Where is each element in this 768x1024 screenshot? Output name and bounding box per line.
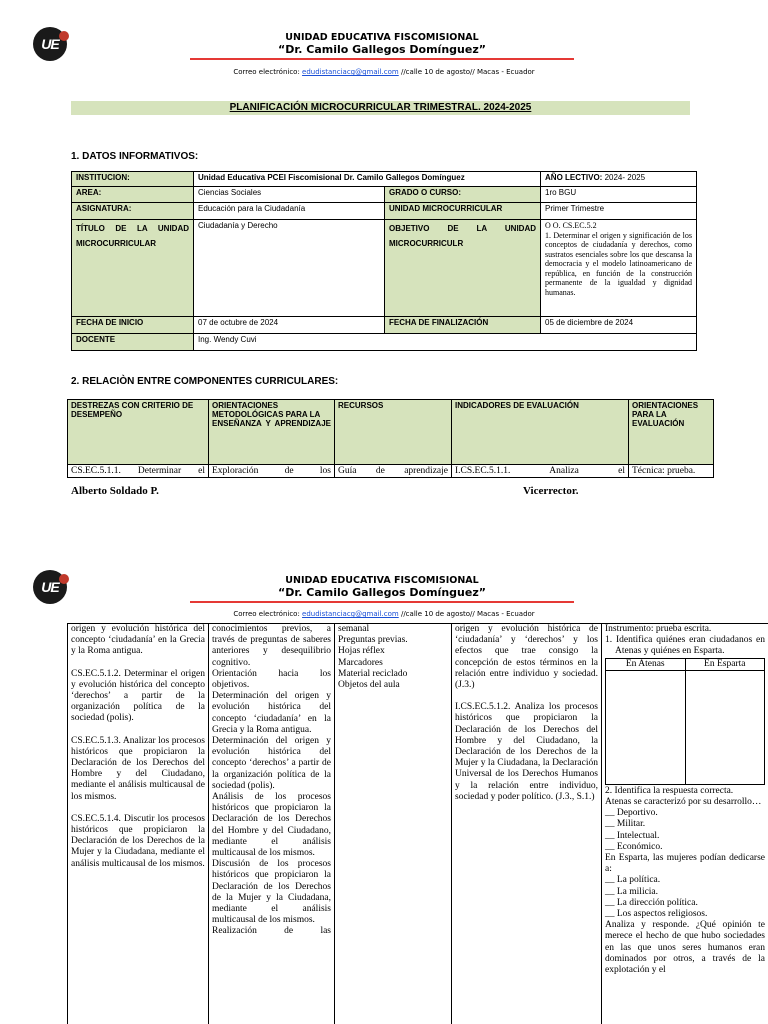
titulo-value: Ciudadanía y Derecho	[194, 220, 385, 317]
asignatura-label: ASIGNATURA:	[72, 203, 194, 220]
email-link-2[interactable]: edudistanciacg@gmail.com	[302, 610, 399, 618]
asignatura-value: Educación para la Ciudadanía	[194, 203, 385, 220]
cell-evaluacion: Técnica: prueba.	[629, 465, 714, 478]
titulo-label: TÍTULO DE LA UNIDAD MICROCURRICULAR	[72, 220, 194, 317]
school-header	[190, 32, 574, 60]
components-table	[67, 399, 714, 478]
cont-col-destrezas: origen y evolución histórica del concepto ‘ciudadanía’ en la Grecia y la Roma antigua. CS.EC.5.1.2. Determinar el origen y evolución histórica del concepto ‘derechos’ a partir de la organización política de la sociedad (polis). CS.EC.5.1.3. Analizar los procesos históricos que propiciaron la Declaración de los Derechos del Hombre y del Ciudadano, mediante el análisis multicausal de los mismos. CS.EC.5.1.4. Discutir los procesos históricos que propiciaron la Declaración de los Derechos de la Mujer y la Ciudadana, mediante el análisis multicausal de los mismos.	[68, 624, 209, 1024]
col-orientaciones-header: ORIENTACIONES METODOLÓGICAS PARA LA ENSEÑANZA Y APRENDIZAJE	[209, 400, 335, 465]
signature-left: Alberto Soldado P.	[71, 485, 159, 497]
plan-title: PLANIFICACIÓN MICROCURRICULAR TRIMESTRAL. 2024-2025	[71, 101, 690, 115]
contact-line-2: Correo electrónico: edudistanciacg@gmail.com //calle 10 de agosto// Macas - Ecuador	[233, 610, 535, 618]
contact-line: Correo electrónico: edudistanciacg@gmail.com //calle 10 de agosto// Macas - Ecuador	[233, 68, 535, 76]
ano-lectivo: AÑO LECTIVO: 2024- 2025	[541, 172, 697, 187]
col-evaluacion-header: ORIENTACIONES PARA LA EVALUACIÓN	[629, 400, 714, 465]
grado-value: 1ro BGU	[541, 187, 697, 203]
cont-col-evaluacion: Instrumento: prueba escrita. 1. Identifica quiénes eran ciudadanos en Atenas y quiénes en Esparta. En Atenas En Esparta 2. Identifica la respuesta correcta. Atenas se caracterizó por su desarrollo… __ Deportivo. __ Militar. __ Intelectual. __ Económico. En Esparta, las mujeres podían dedicarse a: __ La política. __ La milicia. __ La dirección política. __ Los aspectos religiosos. Analiza y responde. ¿Qué opinión te merece el hecho de que hubo sociedades en las que unos seres humanos eran dominados por otros, a través de la explotación y el	[602, 624, 768, 1024]
logo-text: UE	[41, 36, 59, 52]
school-header-2: UNIDAD EDUCATIVA FISCOMISIONAL “Dr. Camilo Gallegos Domínguez”	[190, 575, 574, 603]
area-value: Ciencias Sociales	[194, 187, 385, 203]
mini-header-esparta: En Esparta	[685, 658, 765, 670]
cont-col-recursos: semanal Preguntas previas. Hojas réflex Marcadores Material reciclado Objetos del aula	[335, 624, 452, 1024]
col-indicadores-header: INDICADORES DE EVALUACIÓN	[452, 400, 629, 465]
unidad-value: Primer Trimestre	[541, 203, 697, 220]
school-logo	[33, 27, 67, 61]
col-recursos-header: RECURSOS	[335, 400, 452, 465]
cell-recurso: Guía de aprendizaje	[335, 465, 452, 478]
docente-label: DOCENTE	[72, 334, 194, 351]
email-link[interactable]: edudistanciacg@gmail.com	[302, 68, 399, 76]
mini-cell-atenas	[606, 670, 686, 784]
mini-header-atenas: En Atenas	[606, 658, 686, 670]
docente-value: Ing. Wendy Cuvi	[194, 334, 697, 351]
fin-value: 05 de diciembre de 2024	[541, 317, 697, 334]
institucion-label: INSTITUCION:	[72, 172, 194, 187]
school-name: UNIDAD EDUCATIVA FISCOMISIONAL	[285, 32, 479, 43]
area-label: AREA:	[72, 187, 194, 203]
mini-cell-esparta	[685, 670, 765, 784]
inicio-label: FECHA DE INICIO	[72, 317, 194, 334]
cont-col-orientaciones: conocimientos previos, a través de preguntas de saberes anteriores y desequilibrio cognitivo. Orientación hacia los objetivos. Determinación del origen y evolución histórica del concepto ‘ciudadanía’ en la Grecia y la Roma antigua. Determinación del origen y evolución histórica del concepto ‘derechos’ a partir de la organización política de la sociedad (polis). Análisis de los procesos históricos que propiciaron la Declaración de los Derechos del Hombre y del Ciudadano, mediante el análisis multicausal de los mismos. Discusión de los procesos históricos que propiciaron la Declaración de los Derechos de la Mujer y la Ciudadana, mediante el análisis multicausal de los mismos. Realización de las	[209, 624, 335, 1024]
cell-indicador: I.CS.EC.5.1.1. Analiza el	[452, 465, 629, 478]
school-logo-2: UE	[33, 570, 67, 604]
continuation-table	[67, 623, 768, 1024]
objetivo-value: O O. CS.EC.5.2 1. Determinar el origen y significación de los conceptos de ciudadanía y derechos, como sustratos esenciales sobre los que descansa la democracia y el modelo latinoamericano de república, en función de la construcción permanente de la igualdad y dignidad humanas.	[541, 220, 697, 317]
header-rule	[190, 58, 574, 60]
info-table	[71, 171, 697, 351]
col-destrezas-header: DESTREZAS CON CRITERIO DE DESEMPEÑO	[68, 400, 209, 465]
inicio-value: 07 de octubre de 2024	[194, 317, 385, 334]
school-subtitle: “Dr. Camilo Gallegos Domínguez”	[278, 43, 486, 56]
atenas-esparta-table	[605, 658, 765, 785]
cell-destreza: CS.EC.5.1.1. Determinar el	[68, 465, 209, 478]
section2-title: 2. RELACIÒN ENTRE COMPONENTES CURRICULARES:	[71, 376, 339, 387]
grado-label: GRADO O CURSO:	[385, 187, 541, 203]
unidad-label: UNIDAD MICROCURRICULAR	[385, 203, 541, 220]
institucion-value: Unidad Educativa PCEI Fiscomisional Dr. Camilo Gallegos Domínguez	[194, 172, 541, 187]
section1-title: 1. DATOS INFORMATIVOS:	[71, 151, 199, 162]
cell-orientacion: Exploración de los	[209, 465, 335, 478]
fin-label: FECHA DE FINALIZACIÓN	[385, 317, 541, 334]
signature-right: Vicerrector.	[523, 485, 579, 497]
objetivo-label: OBJETIVO DE LA UNIDAD MICROCURRICULR	[385, 220, 541, 317]
cont-col-indicadores: origen y evolución histórica de ‘ciudadanía’ y ‘derechos’ y los efectos que trae consigo la concepción de estos términos en la relación entre individuo y sociedad. (J.3.) I.CS.EC.5.1.2. Analiza los procesos históricos que propiciaron la Declaración de los Derechos del Hombre y del Ciudadano, la Declaración de los Derechos de la Mujer y la Ciudadana, la Declaración Universal de los Derechos Humanos y la relación entre individuo, sociedad y poder político. (J.3., S.1.)	[452, 624, 602, 1024]
